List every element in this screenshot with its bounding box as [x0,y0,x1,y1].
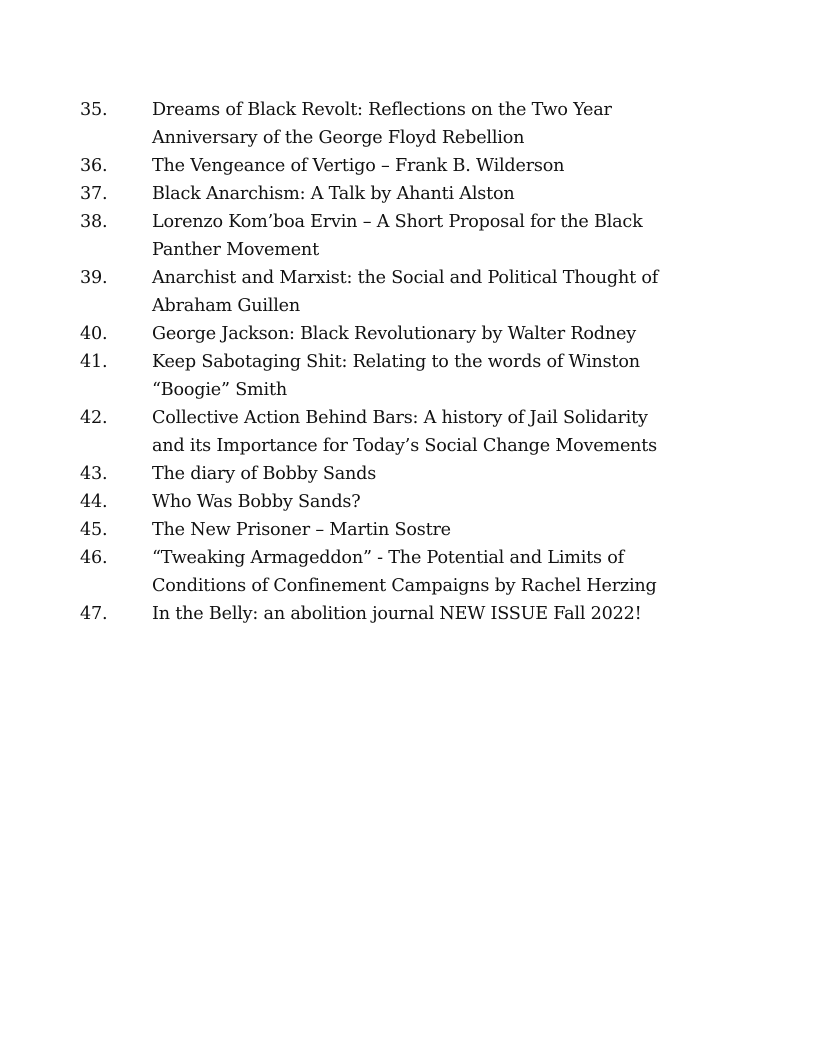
list-item [80,600,680,628]
list-item [80,180,680,208]
item-title: “Tweaking Armageddon” - The Potential and Limits of Conditions of Confinement Campaigns by Rachel Herzing [152,548,657,596]
item-title: Lorenzo Kom’boa Ervin – A Short Proposal for the Black Panther Movement [152,212,643,260]
item-number: 47. [80,604,108,624]
item-title: The Vengeance of Vertigo – Frank B. Wilderson [152,156,565,176]
list-item [80,264,680,320]
item-number: 45. [80,520,108,540]
item-title: In the Belly: an abolition journal NEW ISSUE Fall 2022! [152,604,642,624]
item-number: 37. [80,184,108,204]
item-title: George Jackson: Black Revolutionary by Walter Rodney [152,324,636,344]
item-number: 42. [80,408,108,428]
list-item [80,460,680,488]
item-number: 38. [80,212,108,232]
item-title: Dreams of Black Revolt: Reflections on the Two Year Anniversary of the George Floyd Rebellion [152,100,612,148]
item-number: 43. [80,464,108,484]
list-item [80,516,680,544]
item-number: 36. [80,156,108,176]
item-title: Who Was Bobby Sands? [152,492,361,512]
item-title: Black Anarchism: A Talk by Ahanti Alston [152,184,515,204]
item-number: 40. [80,324,108,344]
item-number: 35. [80,100,108,120]
item-title: Collective Action Behind Bars: A history of Jail Solidarity and its Importance for Today’s Social Change Movements [152,408,658,456]
reading-list [80,96,680,628]
list-item [80,96,680,152]
list-item [80,404,680,460]
item-title: Anarchist and Marxist: the Social and Political Thought of Abraham Guillen [152,268,659,316]
item-title: Keep Sabotaging Shit: Relating to the words of Winston “Boogie” Smith [152,352,640,400]
list-item [80,320,680,348]
item-title: The New Prisoner – Martin Sostre [152,520,451,540]
item-number: 39. [80,268,108,288]
list-item [80,348,680,404]
item-title: The diary of Bobby Sands [152,464,377,484]
item-number: 41. [80,352,108,372]
list-item [80,488,680,516]
list-item [80,152,680,180]
item-number: 44. [80,492,108,512]
list-item [80,544,680,600]
list-item [80,208,680,264]
item-number: 46. [80,548,108,568]
